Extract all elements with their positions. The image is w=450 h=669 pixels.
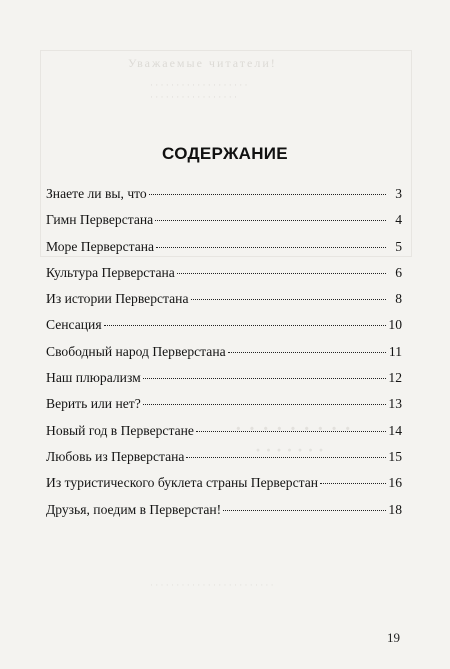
- dot-leader: [104, 325, 386, 326]
- table-of-contents: [46, 186, 402, 528]
- bleed-through-text: · · · · · · ·: [255, 440, 325, 460]
- bleed-through-text: · · · · · · · · · · · · · · · · · · · · · · · ·: [150, 580, 274, 590]
- contents-heading: СОДЕРЖАНИЕ: [162, 144, 288, 163]
- toc-entry[interactable]: [46, 212, 402, 238]
- toc-entry-page: 4: [395, 212, 402, 228]
- toc-entry-page: 13: [388, 396, 402, 412]
- toc-entry-title: Сенсация: [46, 317, 102, 333]
- toc-entry-title: Море Перверстана: [46, 238, 155, 254]
- toc-entry-page: 12: [388, 370, 402, 386]
- toc-entry[interactable]: [46, 239, 402, 265]
- dot-leader: [177, 273, 386, 274]
- toc-entry[interactable]: [46, 291, 402, 317]
- dot-leader: [196, 431, 386, 432]
- toc-entry-page: 6: [395, 264, 402, 280]
- toc-entry-page: 8: [395, 291, 402, 307]
- toc-entry[interactable]: [46, 475, 402, 501]
- dot-leader: [149, 194, 386, 195]
- toc-entry[interactable]: [46, 186, 402, 212]
- toc-entry-title: Культура Перверстана: [46, 264, 175, 280]
- toc-entry[interactable]: [46, 396, 402, 422]
- dot-leader: [223, 510, 386, 511]
- toc-entry-title: Друзья, поедим в Перверстан!: [46, 501, 222, 517]
- toc-entry-page: 11: [388, 343, 402, 359]
- dot-leader: [320, 483, 386, 484]
- toc-entry-page: 16: [388, 475, 402, 491]
- bleed-through-text: · · · · · · · · · · · · · · · · ·: [150, 92, 237, 102]
- dot-leader: [191, 299, 387, 300]
- dot-leader: [186, 457, 386, 458]
- bleed-through-text: · · · · · · · · · · · · · · · · · · ·: [150, 80, 248, 90]
- dot-leader: [143, 378, 386, 379]
- toc-entry-title: Из туристического буклета страны Перверстан: [46, 475, 319, 491]
- toc-entry[interactable]: [46, 317, 402, 343]
- toc-entry-page: 3: [395, 186, 402, 201]
- toc-entry[interactable]: [46, 449, 402, 475]
- toc-entry[interactable]: [46, 344, 402, 370]
- toc-entry-title: Знаете ли вы, что: [46, 186, 147, 201]
- toc-entry-page: 10: [388, 317, 402, 333]
- toc-entry[interactable]: [46, 423, 402, 449]
- toc-entry-page: 15: [388, 448, 402, 464]
- toc-entry-title: Гимн Перверстана: [46, 212, 154, 228]
- toc-entry[interactable]: [46, 265, 402, 291]
- toc-entry-title: Свободный народ Перверстана: [46, 343, 226, 359]
- toc-entry-title: Любовь из Перверстана: [46, 448, 185, 464]
- page-number: 19: [387, 630, 400, 645]
- toc-entry-title: Из истории Перверстана: [46, 291, 189, 307]
- toc-entry-title: Наш плюрализм: [46, 370, 141, 386]
- toc-entry[interactable]: [46, 370, 402, 396]
- dot-leader: [228, 352, 386, 353]
- dot-leader: [155, 220, 386, 221]
- dot-leader: [156, 247, 386, 248]
- toc-entry-page: 14: [388, 422, 402, 438]
- toc-entry-title: Новый год в Перверстане: [46, 422, 194, 438]
- toc-entry-page: 5: [395, 238, 402, 254]
- toc-entry[interactable]: [46, 502, 402, 528]
- dot-leader: [143, 404, 386, 405]
- bleed-through-text: Уважаемые читатели!: [128, 56, 277, 70]
- bleed-through-text: · · · · · · · · ·: [235, 418, 353, 440]
- toc-entry-title: Верить или нет?: [46, 396, 141, 412]
- toc-entry-page: 18: [388, 501, 402, 517]
